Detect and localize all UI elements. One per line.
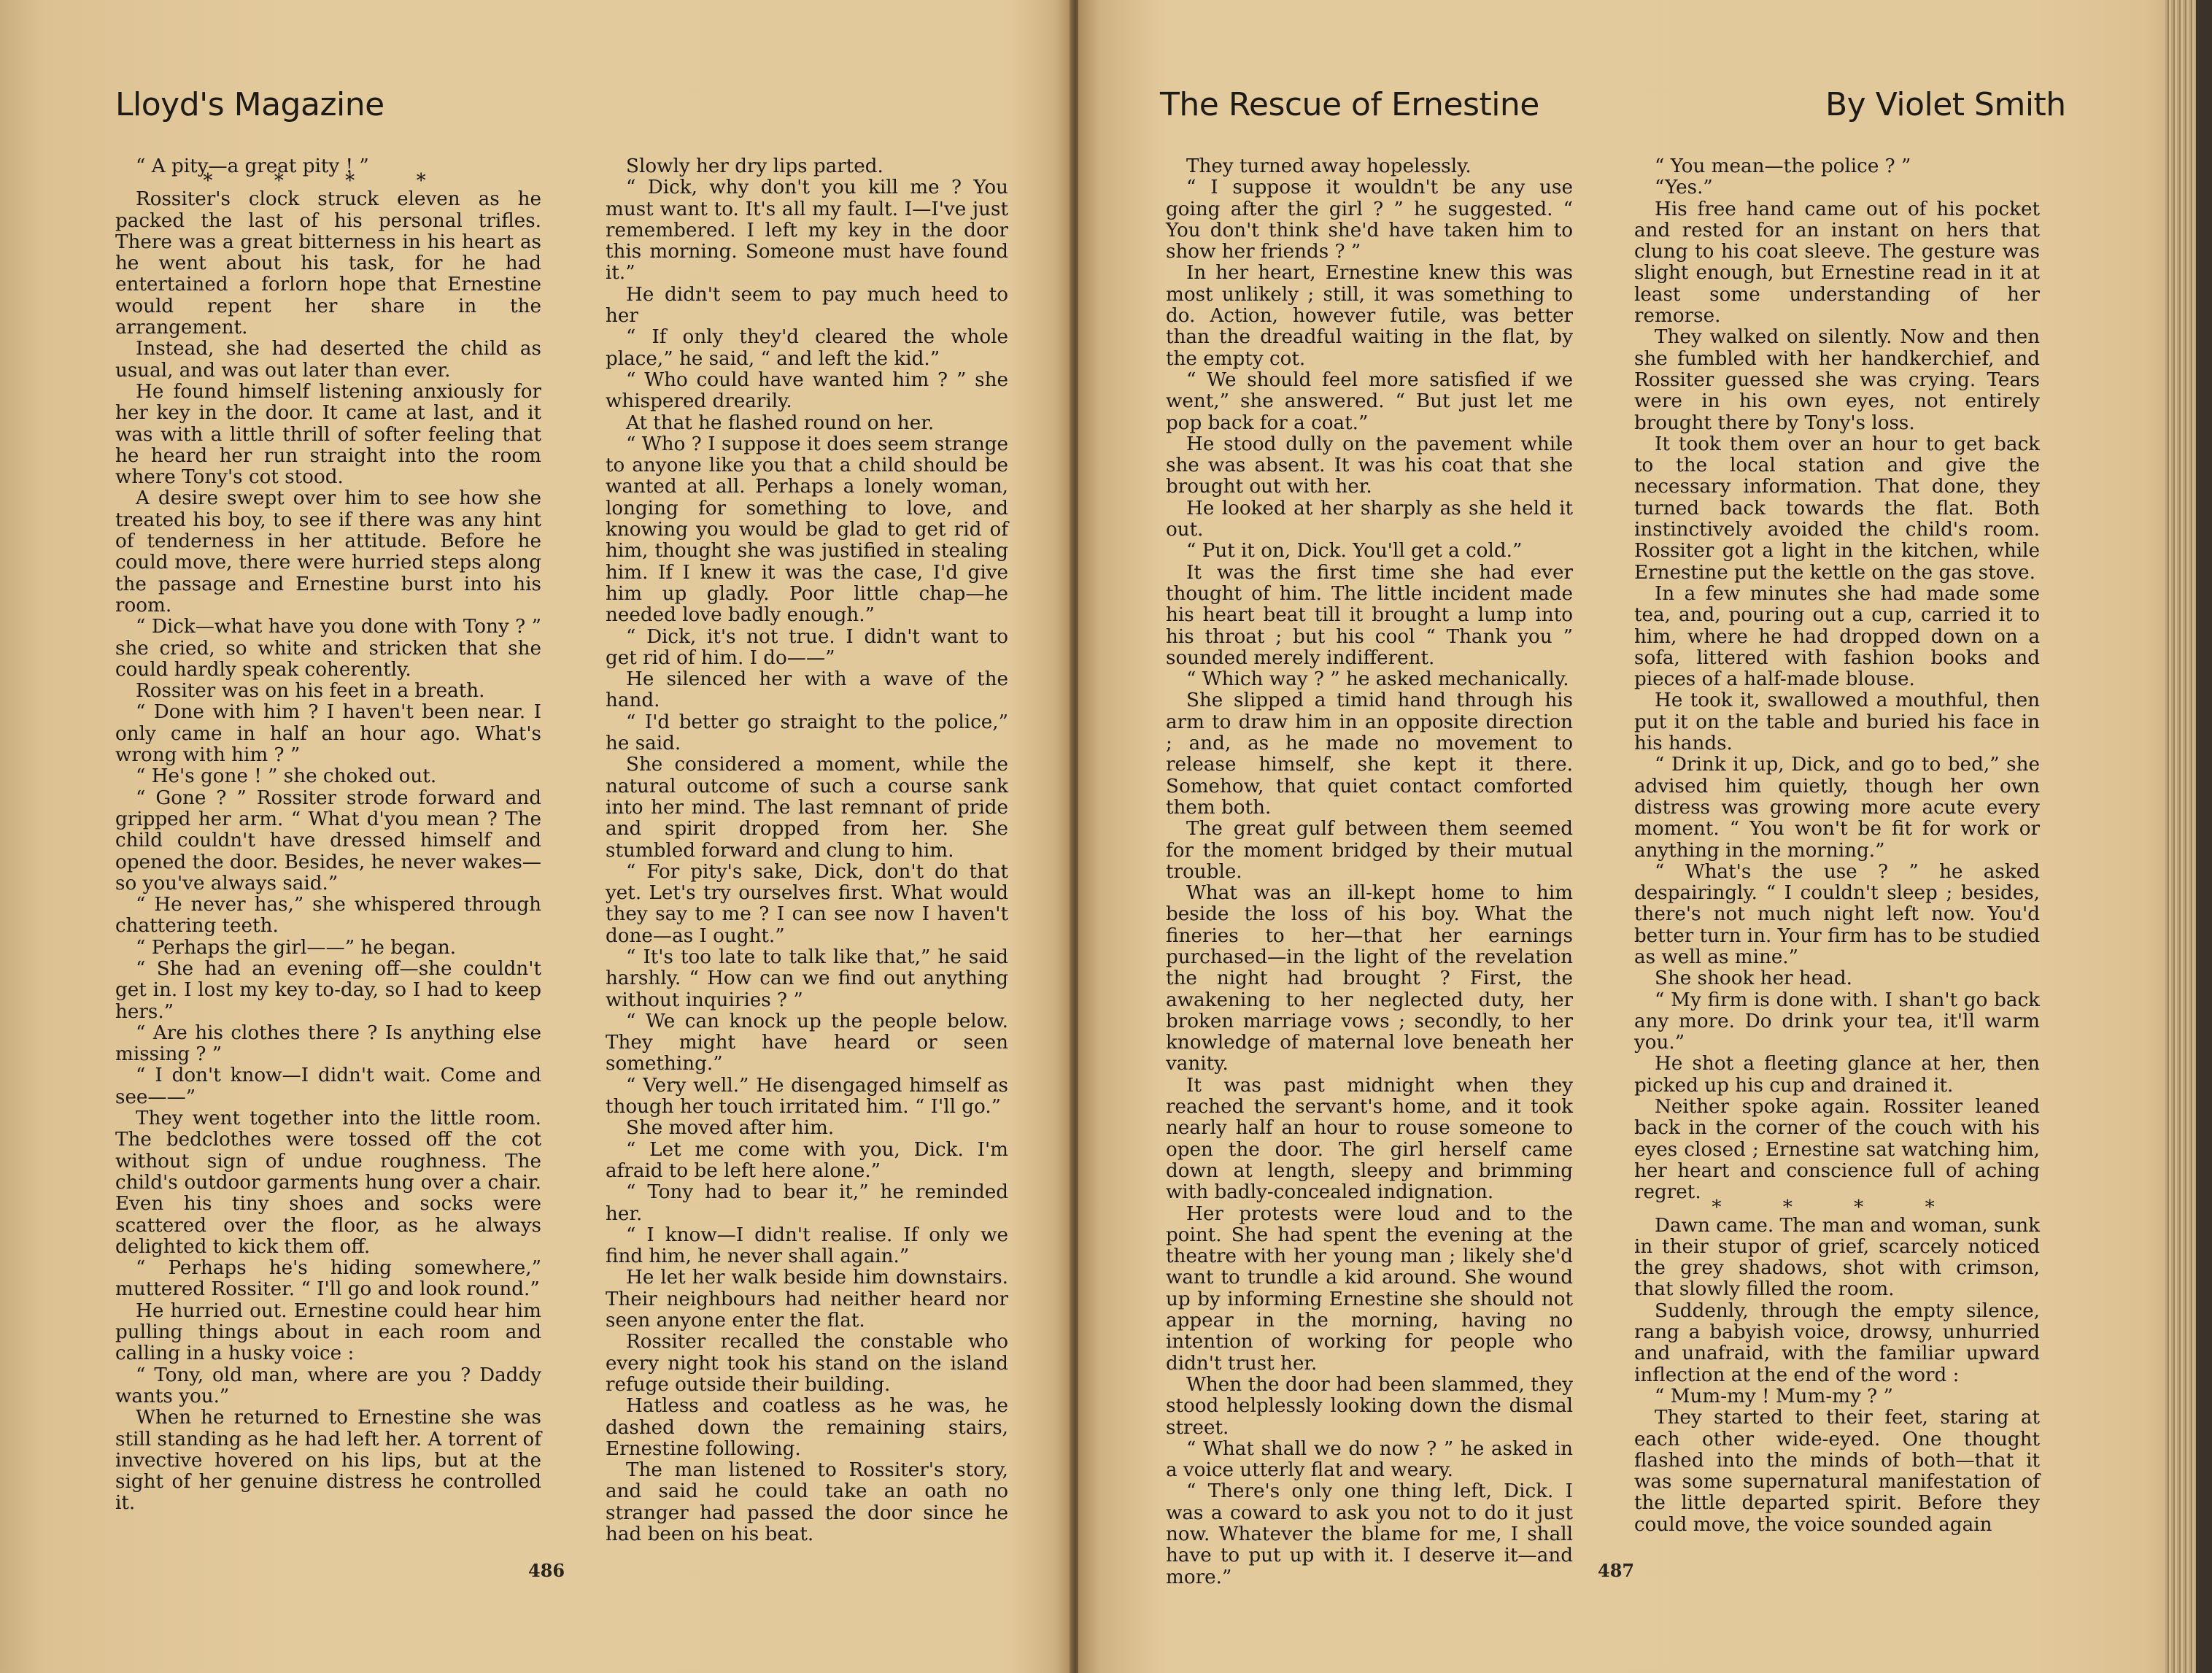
section-break: * * * * <box>203 170 454 193</box>
paragraph: Rossiter recalled the constable who every night took his stand on the island refuge outside their building. <box>606 1331 1008 1396</box>
paragraph: “ For pity's sake, Dick, don't do that yet. Let's try ourselves first. What would they say to me ? I can see now I haven't done—as I ought.” <box>606 860 1008 947</box>
paragraph: “ I'd better go straight to the police,” he said. <box>606 711 1008 755</box>
paragraph: He hurried out. Ernestine could hear him pulling things about in each room and calling in a husky voice : <box>115 1299 541 1365</box>
paragraph: His free hand came out of his pocket and rested for an instant on hers that clung to his coat sleeve. The gesture was slight enough, but Ernestine read in it at least some understanding of her remorse. <box>1634 198 2040 328</box>
paragraph: Slowly her dry lips parted. <box>626 155 883 177</box>
paragraph: It was the first time she had ever thought of him. The little incident made his heart beat till it brought a lump into his throat ; but his cool “ Thank you ” sounded merely indifferent. <box>1166 561 1573 669</box>
paragraph: “ Mum-my ! Mum-my ? ” <box>1655 1385 1893 1407</box>
paragraph: What was an ill-kept home to him beside the loss of his boy. What the fineries to her—that her earnings purchased—in the light of the revelation the night had brought ? First, the awakening to her neglected duty, her broken marriage vows ; secondly, to her knowledge of maternal love beneath her vanity. <box>1166 882 1573 1075</box>
paragraph: “ If only they'd cleared the whole place,” he said, “ and left the kid.” <box>606 326 1008 370</box>
paragraph: “ What's the use ? ” he asked despairingly. “ I couldn't sleep ; besides, there's not much night left now. You'd better turn in. Your firm has to be studied as well as mine.” <box>1634 860 2040 968</box>
paragraph: “ Dick—what have you done with Tony ? ” she cried, so white and stricken that she could hardly speak coherently. <box>115 616 541 681</box>
paragraph: “ He's gone ! ” she choked out. <box>136 765 437 788</box>
paragraph: He didn't seem to pay much heed to her <box>606 283 1008 328</box>
paragraph: He stood dully on the pavement while she was absent. It was his coat that she brought out with her. <box>1166 433 1573 498</box>
paragraph: They walked on silently. Now and then she fumbled with her handkerchief, and Rossiter guessed she was crying. Tears were in his own eyes, not entirely brought there by Tony's loss. <box>1634 326 2040 434</box>
paragraph: “ Tony had to bear it,” he reminded her. <box>606 1181 1008 1225</box>
paragraph: “ He never has,” she whispered through chattering teeth. <box>115 894 541 938</box>
text-column-3 <box>1166 156 1573 1588</box>
paragraph: “ Done with him ? I haven't been near. I only came in half an hour ago. What's wrong with him ? ” <box>115 701 541 767</box>
paragraph: He shot a fleeting glance at her, then picked up his cup and drained it. <box>1634 1053 2040 1097</box>
left-page <box>0 0 1072 1673</box>
paragraph: She considered a moment, while the natural outcome of such a course sank into her mind. The last remnant of pride and spirit dropped from her. She stumbled forward and clung to him. <box>606 754 1008 862</box>
page-number: 487 <box>1598 1560 1635 1581</box>
paragraph: Hatless and coatless as he was, he dashed down the remaining stairs, Ernestine following. <box>606 1395 1008 1460</box>
paragraph: “ Perhaps the girl——” he began. <box>136 936 457 959</box>
cover-edge <box>2196 0 2212 1673</box>
paragraph: They started to their feet, staring at each other wide-eyed. One thought flashed into the minds of both—that it was some supernatural manifestation of the little departed spirit. Before they could move, the voice sounded again <box>1634 1407 2040 1536</box>
text-column-1 <box>115 156 541 1515</box>
section-break: * * * * <box>1712 1196 1962 1218</box>
paragraph: “ I suppose it wouldn't be any use going after the girl ? ” he suggested. “ You don't think she'd have taken him to show her friends ? ” <box>1166 177 1573 263</box>
paragraph: “ Dick, why don't you kill me ? You must want to. It's all my fault. I—I've just remembered. I left my key in the door this morning. Someone must have found it.” <box>606 177 1008 285</box>
paragraph: Rossiter's clock struck eleven as he packed the last of his personal trifles. There was a great bitterness in his heart as he went about his task, for he had entertained a forlorn hope that Ernestine would repent her share in the arrangement. <box>115 188 541 339</box>
paragraph: Dawn came. The man and woman, sunk in their stupor of grief, scarcely noticed the grey shadows, shot with crimson, that slowly filled the room. <box>1634 1214 2041 1301</box>
paragraph: It was past midnight when they reached the servant's home, and it took nearly half an hour to rouse someone to open the door. The girl herself came down at length, sleepy and brimming with badly-concealed indignation. <box>1166 1074 1573 1204</box>
right-page <box>1078 0 2173 1673</box>
paragraph: “ Dick, it's not true. I didn't want to get rid of him. I do——” <box>606 625 1008 669</box>
paragraph: He let her walk beside him downstairs. Their neighbours had neither heard nor seen anyone enter the flat. <box>606 1267 1008 1332</box>
paragraph: When he returned to Ernestine she was still standing as he had left her. A torrent of invective hovered on his lips, but at the sight of her genuine distress he controlled it. <box>115 1407 541 1515</box>
paragraph: He silenced her with a wave of the hand. <box>606 668 1008 712</box>
text-column-4 <box>1634 156 2040 1536</box>
paragraph: A desire swept over him to see how she treated his boy, to see if there was any hint of tenderness in her attitude. Before he could move, there were hurried steps along the passage and Ernestine burst into his room. <box>115 487 541 617</box>
paragraph: “Yes.” <box>1655 177 1713 199</box>
paragraph: “ What shall we do now ? ” he asked in a voice utterly flat and weary. <box>1166 1437 1573 1482</box>
paragraph: She shook her head. <box>1655 967 1852 990</box>
paragraph: Instead, she had deserted the child as usual, and was out later than ever. <box>115 338 541 382</box>
paragraph: “ Are his clothes there ? Is anything else missing ? ” <box>115 1021 541 1066</box>
running-head: Lloyd's Magazine <box>115 86 384 123</box>
paragraph: The man listened to Rossiter's story, and said he could take an oath no stranger had passed the door since he had been on his beat. <box>606 1459 1008 1545</box>
paragraph: “ Let me come with you, Dick. I'm afraid to be left here alone.” <box>606 1138 1008 1182</box>
paragraph: “ She had an evening off—she couldn't get in. I lost my key to-day, so I had to keep hers.” <box>115 957 541 1023</box>
paragraph: “ I don't know—I didn't wait. Come and see——” <box>115 1065 541 1108</box>
paragraph: “ There's only one thing left, Dick. I was a coward to ask you not to do it just now. Whatever the blame for me, I shall have to put up with it. I deserve it—and more.” <box>1166 1480 1573 1588</box>
paragraph: They turned away hopelessly. <box>1186 155 1472 177</box>
paragraph: When the door had been slammed, they stood helplessly looking down the dismal street. <box>1166 1373 1573 1439</box>
paragraph: In her heart, Ernestine knew this was most unlikely ; still, it was something to do. Action, however futile, was better than the dreadful waiting in the flat, by the empty cot. <box>1166 262 1573 370</box>
paragraph: “ Put it on, Dick. You'll get a cold.” <box>1186 540 1523 563</box>
paragraph: “ A pity—a great pity ! ” <box>136 155 369 177</box>
paragraph: “ Drink it up, Dick, and go to bed,” she advised him quietly, though her own distress was growing more acute every moment. “ You won't be fit for work or anything in the morning.” <box>1634 754 2040 862</box>
paragraph: “ It's too late to talk like that,” he said harshly. “ How can we find out anything without inquiries ? ” <box>606 946 1008 1011</box>
paragraph: “ You mean—the police ? ” <box>1655 155 1911 177</box>
paragraph: “ Who could have wanted him ? ” she whispered drearily. <box>606 368 1008 413</box>
paragraph: She slipped a timid hand through his arm to draw him in an opposite direction ; and, as he made no movement to release himself, she kept it there. Somehow, that quiet contact comforted them both. <box>1166 689 1573 819</box>
paragraph: In a few minutes she had made some tea, and, pouring out a cup, carried it to him, where he had dropped down on a sofa, littered with fashion books and pieces of a half-made blouse. <box>1634 582 2040 691</box>
paragraph: “ My firm is done with. I shan't go back any more. Do drink your tea, it'll warm you.” <box>1634 989 2040 1054</box>
paragraph: They went together into the little room. The bedclothes were tossed off the cot without sign of undue roughness. The child's outdoor garments hung over a chair. Even his tiny shoes and socks were scattered over the floor, as he always delighted to kick them off. <box>115 1108 541 1258</box>
paragraph: “ Who ? I suppose it does seem strange to anyone like you that a child should be wanted at all. Perhaps a lonely woman, longing for something to love, and knowing you would be glad to get rid of him, thought she was justified in stealing him. If I knew it was the case, I'd give him up gladly. Poor little chap—he needed love badly enough.” <box>606 433 1008 627</box>
paragraph: “ Which way ? ” he asked mechanically. <box>1186 668 1569 691</box>
story-author: By Violet Smith <box>1825 86 2066 123</box>
paragraph: Suddenly, through the empty silence, rang a babyish voice, drowsy, unhurried and unafraid, with the familiar upward inflection at the end of the word : <box>1634 1299 2040 1386</box>
paragraph: The great gulf between them seemed for the moment bridged by their mutual trouble. <box>1166 818 1573 883</box>
paragraph: “ We can knock up the people below. They might have heard or seen something.” <box>606 1010 1008 1075</box>
paragraph: It took them over an hour to get back to the local station and give the necessary information. That done, they turned back towards the flat. Both instinctively avoided the child's room. Rossiter got a light in the kitchen, while Ernestine put the kettle on the gas stove. <box>1634 433 2040 584</box>
text-column-2 <box>606 156 1008 1545</box>
paragraph: She moved after him. <box>626 1117 835 1140</box>
paragraph: He took it, swallowed a mouthful, then put it on the table and buried his face in his hands. <box>1634 689 2040 755</box>
paragraph: Neither spoke again. Rossiter leaned back in the corner of the couch with his eyes closed ; Ernestine sat watching him, her heart and conscience full of aching regret. <box>1634 1096 2040 1204</box>
story-title: The Rescue of Ernestine <box>1160 86 1539 123</box>
paragraph: “ Gone ? ” Rossiter strode forward and gripped her arm. “ What d'you mean ? The child couldn't have dressed himself and opened the door. Besides, he never wakes—so you've always said.” <box>115 787 541 895</box>
paragraph: “ We should feel more satisfied if we went,” she answered. “ But just let me pop back for a coat.” <box>1166 368 1573 434</box>
paragraph: Rossiter was on his feet in a breath. <box>136 680 485 703</box>
paragraph: “ Very well.” He disengaged himself as though her touch irritated him. “ I'll go.” <box>606 1074 1008 1118</box>
paragraph: Her protests were loud and to the point. She had spent the evening at the theatre with her young man ; likely she'd want to trundle a kid around. She wound up by informing Ernestine she should not appear in the morning, having no intention of working for people who didn't trust her. <box>1166 1202 1573 1375</box>
paragraph: He looked at her sharply as she held it out. <box>1166 497 1573 541</box>
paragraph: He found himself listening anxiously for her key in the door. It came at last, and it was with a little thrill of softer feeling that he heard her run straight into the room where Tony's cot stood. <box>115 380 541 489</box>
paragraph: “ I know—I didn't realise. If only we find him, he never shall again.” <box>606 1224 1008 1268</box>
paragraph: At that he flashed round on her. <box>626 412 935 434</box>
page-number: 486 <box>528 1560 565 1581</box>
paragraph: “ Tony, old man, where are you ? Daddy wants you.” <box>115 1364 541 1407</box>
paragraph: “ Perhaps he's hiding somewhere,” muttered Rossiter. “ I'll go and look round.” <box>115 1257 541 1301</box>
